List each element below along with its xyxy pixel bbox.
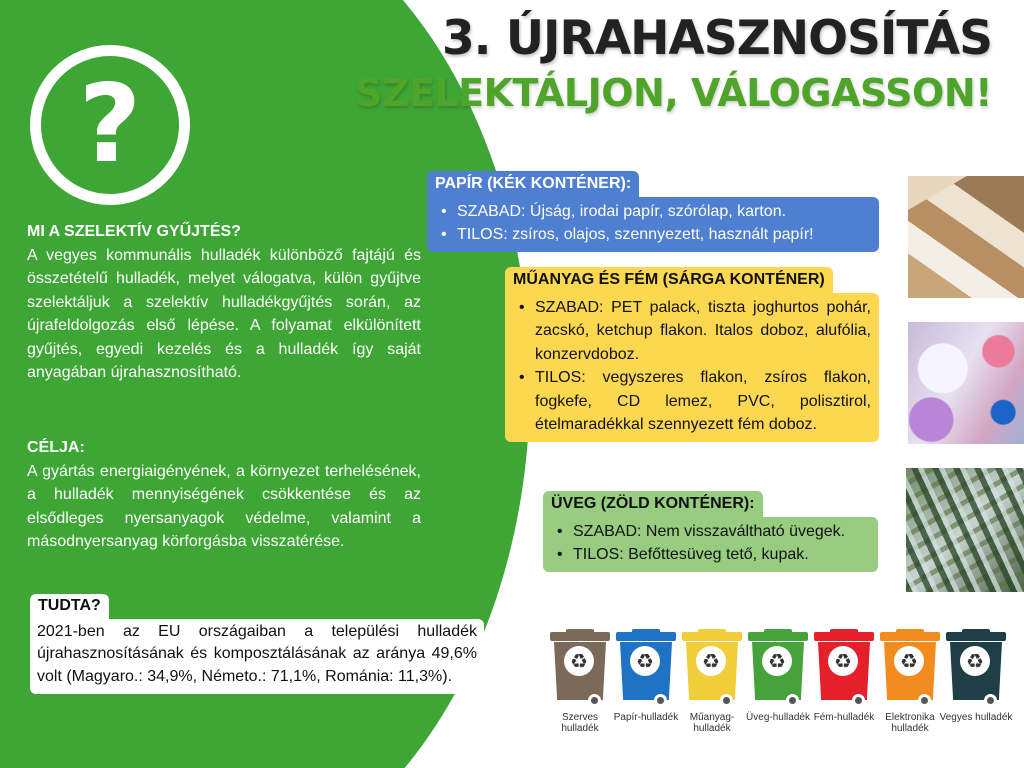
paper-forbidden-item: • TILOS: zsíros, olajos, szennyezett, használt papír!: [435, 223, 871, 247]
glass-rules-list: [551, 520, 870, 567]
bin-lid: [814, 632, 874, 641]
bin-wheel: [654, 694, 667, 707]
bin-lid: [946, 632, 1006, 641]
question-mark-circle-icon: ?: [30, 45, 190, 205]
glass-forbidden-item: • TILOS: Befőttesüveg tető, kupak.: [551, 543, 870, 567]
waste-bin: [880, 632, 940, 732]
what-section: [27, 220, 421, 385]
recycle-icon: ♻: [960, 646, 990, 676]
waste-bin: [748, 632, 808, 732]
bin-wheel: [720, 694, 733, 707]
plastic-metal-heading: MŰANYAG ÉS FÉM (SÁRGA KONTÉNER): [505, 267, 833, 293]
bin-label: Vegyes hulladék: [939, 712, 1013, 723]
page-subtitle: SZELEKTÁLJON, VÁLOGASSON!: [355, 71, 992, 115]
bin-label: Papír-hulladék: [613, 712, 679, 723]
waste-bin: [613, 632, 679, 732]
waste-bin: [550, 632, 610, 732]
glass-container-box: [543, 491, 878, 572]
recycle-icon: ♻: [630, 646, 660, 676]
plastic-metal-rules-list: [513, 296, 871, 437]
plastic-metal-container-box: [505, 267, 879, 442]
paper-allowed-item: • SZABAD: Újság, irodai papír, szórólap, karton.: [435, 200, 871, 224]
bin-label: Műanyag-hulladék: [689, 712, 735, 734]
plastic-allowed-item: • SZABAD: PET palack, tiszta joghurtos pohár, zacskó, ketchup flakon. Italos doboz, alufólia, konzervdoboz.: [513, 296, 871, 367]
waste-bin: [939, 632, 1013, 732]
bin-wheel: [588, 694, 601, 707]
bin-label: Fém-hulladék: [813, 712, 875, 723]
recycle-icon: ♻: [564, 646, 594, 676]
waste-bin: [814, 632, 874, 732]
goal-heading: CÉLJA:: [27, 439, 85, 456]
did-you-know-text: 2021-ben az EU országaiban a települési hulladék újrahasznosításának és komposztálásának az aránya 49,6% volt (Magyaro.: 34,9%, Németo.: 71,1%, Románia: 11,3%).: [30, 619, 484, 695]
plastic-bottles-photo: [908, 322, 1024, 444]
paper-container-box: [427, 171, 879, 252]
did-you-know-box: [30, 594, 484, 694]
bin-wheel: [984, 694, 997, 707]
bin-lid: [880, 632, 940, 641]
what-text: A vegyes kommunális hulladék különböző fajtájú és összetételű hulladék, melyet válogatva, külön gyűjtve szelektáljuk a szelektív hulladékgyűjtés során, az újrafeldolgozás első lépése. A folyamat elkülönített gyűjtés, egyedi kezelés és a hulladék így saját anyagában újrahasznosítható.: [27, 246, 421, 381]
plastic-forbidden-item: • TILOS: vegyszeres flakon, zsíros flakon, fogkefe, CD lemez, PVC, polisztirol, ételmaradékkal szennyezett fém doboz.: [513, 366, 871, 437]
did-you-know-heading: TUDTA?: [30, 594, 109, 619]
bin-lid: [682, 632, 742, 641]
bin-label: Üveg-hulladék: [746, 712, 810, 723]
bin-lid: [550, 632, 610, 641]
paper-heading: PAPÍR (KÉK KONTÉNER):: [427, 171, 639, 197]
bin-lid: [748, 632, 808, 641]
bin-lid: [616, 632, 676, 641]
paper-rules-list: [435, 200, 871, 247]
glass-bottles-photo: [906, 468, 1024, 592]
glass-allowed-item: • SZABAD: Nem visszaváltható üvegek.: [551, 520, 870, 544]
recycle-icon: ♻: [894, 646, 924, 676]
glass-heading: ÜVEG (ZÖLD KONTÉNER):: [543, 491, 763, 517]
bin-wheel: [918, 694, 931, 707]
goal-text: A gyártás energiaigényének, a környezet terhelésének, a hulladék mennyiségének csökkentése és az elsődleges nyersanyagok védelme, valamint a másodnyersanyag körforgásba visszatérése.: [27, 462, 421, 550]
bin-wheel: [852, 694, 865, 707]
waste-paper-photo: [908, 176, 1024, 298]
page-title: 3. ÚJRAHASZNOSÍTÁS: [441, 11, 992, 66]
recycle-icon: ♻: [828, 646, 858, 676]
bin-label: Szerves hulladék: [561, 712, 599, 734]
bin-wheel: [786, 694, 799, 707]
recycle-icon: ♻: [762, 646, 792, 676]
bin-label: Elektronika hulladék: [885, 712, 935, 734]
recycle-icon: ♻: [696, 646, 726, 676]
waste-bin: [682, 632, 742, 732]
what-heading: MI A SZELEKTÍV GYŰJTÉS?: [27, 223, 241, 240]
goal-section: [27, 436, 421, 554]
